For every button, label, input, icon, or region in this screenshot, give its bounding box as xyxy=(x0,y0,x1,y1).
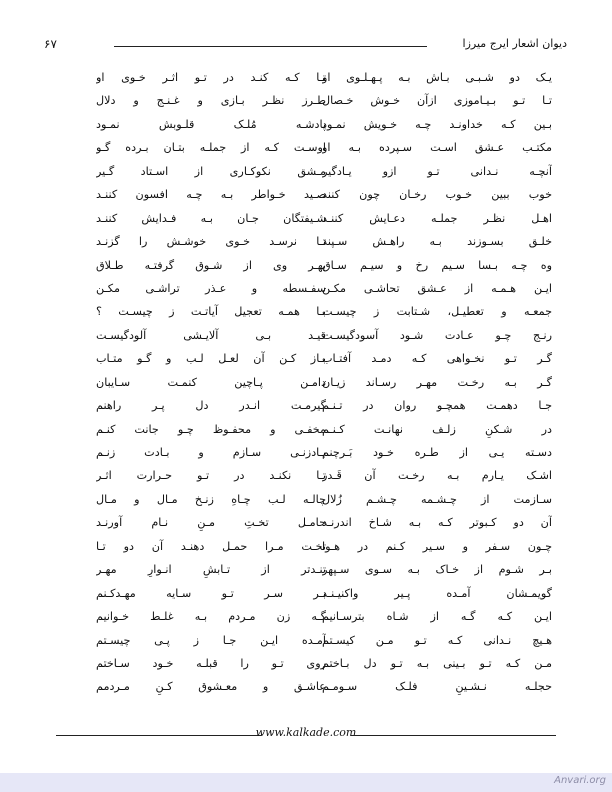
verse-line: تنـدتر از تـابشِ انـوارِ مهـر xyxy=(96,563,326,577)
verse-line: وه چـه بـسا سـیم رخ و سیـم سـاق xyxy=(322,258,552,272)
verse-line: بـاز کـن آن لعـل لـب و گـو متـاب xyxy=(96,352,326,366)
verse-line: اوسـت کـه از جملـه بتـان بـرده گـو xyxy=(96,141,326,155)
verse-line: تـا نکنـد در تـو حـرارت اثـر xyxy=(96,469,326,483)
verse-line: تخـت مـرا حمـل دهنـد آن دو تـا xyxy=(96,539,326,553)
verse-line: آمـده ایـن جـا ز پـی چیسـتم xyxy=(96,633,326,647)
verse-line: چـون سـفر و سـیر کـنم در هـوا xyxy=(322,539,552,553)
verse-line: گیرمـت انـدر دل پـر راهنم xyxy=(96,399,326,413)
verse-line: روی تـو را قبلـه خـود سـاختم xyxy=(96,656,326,670)
verse-line: بهـر وی از شـوق گرفتـه طـلاق xyxy=(96,258,326,272)
verse-line: عاشـق و معـشوق کـنِ مـردمم xyxy=(96,680,326,694)
verse-line: آنچـه نـدانی تـو ازو یـادگیر xyxy=(322,164,552,178)
page-header xyxy=(44,36,567,56)
verse-line: مـشق نکوکـاری از اسـتاد گـیر xyxy=(96,164,326,178)
verse-line: طـرز نظـر بـازی و غـنـج و دلال xyxy=(96,94,326,108)
verse-line: آن دو کـبوتر کـه بـه شـاخ اندرنـد xyxy=(322,516,552,530)
page-number: ۶۷ xyxy=(44,37,57,51)
verse-line: بـین کـه خداونـد چـه خـویش نمـود xyxy=(322,117,552,131)
verse-line: دسـته یـی از طـره خـود بَـرچنم xyxy=(322,446,552,459)
verse-line: خلـق بسـوزند بـه راهـش سـپند xyxy=(322,235,552,249)
verse-line: سفـسطه و عـذر تراشـی مکـن xyxy=(96,281,326,295)
verse-line: اشـک یـارم بـه رخـت آن قَـدر xyxy=(322,469,552,483)
verse-line: دامـن پـاچین کنمـت سـایبان xyxy=(96,375,326,389)
verse-line: گـر بـه رخـت مهـر رسـاند زیـان xyxy=(322,375,552,389)
verse-line: قیـد بـی آلایـشی آلودگیسـت xyxy=(96,328,326,342)
verse-line: صـید خـواطر بـه چـه افسون کننـد xyxy=(96,188,326,202)
header-divider xyxy=(114,46,427,47)
verse-line: هـیچ نـدانی کـه تـو مـن کیسـتم xyxy=(322,633,552,647)
verse-line: چالـه لـب چـاهِ زنـخ مـال و مـال xyxy=(96,492,326,506)
page-footer xyxy=(56,726,556,744)
verse-line: حامـل تخـتِ مـنِ نـام آورنـد xyxy=(96,516,326,530)
verse-line: بـر شـوم از خـاک بـه سـوی سـپهر xyxy=(322,563,552,577)
verse-line: بـر سـر تـو سـایه مهـدکـنم xyxy=(96,586,326,600)
verse-line: خوب ببین خـوب رخـان چون کنند xyxy=(322,188,552,202)
poem-left-column xyxy=(96,66,326,699)
poem-body xyxy=(0,66,612,706)
verse-line: گـر تـو نخـواهی کـه دمـد آفتـاب xyxy=(322,352,552,366)
watermark-text: Anvari.org xyxy=(554,775,606,786)
watermark-band xyxy=(0,773,612,792)
verse-line: بـا همـه تعجیل آیاتـت ز چیسـت ؟ xyxy=(96,305,326,319)
verse-line: گویمـشان آمـده پـیر واکنیـنـد xyxy=(322,586,552,600)
verse-line: جمعـه و تعطیـل، شـتابت ز چیسـت xyxy=(322,305,552,319)
verse-line: سـازمت از چـشـمه چـشـم زُلال xyxy=(322,492,552,506)
verse-line: رنـج چـو عـادت شـود آسودگیسـت xyxy=(322,328,552,342)
verse-line: ایـن کـه گـه از شـاه بترسـانیم xyxy=(322,610,552,624)
verse-line: تـا نرسـد خـوی خوشـش را گزنـد xyxy=(96,235,326,249)
verse-line: حجلـه نـشـینِ فلـک سـومـم xyxy=(322,680,552,694)
verse-line: ایـن هـمـه از عـشق تحاشـی مکـن xyxy=(322,281,552,295)
verse-line: گـه زن مـردم بـه غلـط خـوانیم xyxy=(96,610,326,624)
verse-line: شـیفتگان جـان بـه فـدایش کننـد xyxy=(96,211,326,225)
footer-divider-right xyxy=(351,735,556,736)
verse-line: در شـکنِ زلـف نهانـت کـنـم xyxy=(322,422,552,436)
verse-line: مخفـی و محفـوظ چـو جانت کنـم xyxy=(96,422,326,436)
verse-line: مکتـب عـشق اسـت سـپرده بـه او xyxy=(322,141,552,155)
verse-line: پادشـه مُلـک قلـوبش نمـود xyxy=(96,117,326,131)
verse-line: یـک دو شـبـی بـاش بـه پـهـلـوی او xyxy=(322,71,552,84)
verse-line: بـادزنـی سـازم و بـادت زنـم xyxy=(96,446,326,459)
verse-line: جـا دهمـت همچـو روان در تـنـم xyxy=(322,399,552,413)
poem-right-column xyxy=(322,66,552,699)
verse-line: تـا تـو بـیـاموزی ازآن خـوش خـصال xyxy=(322,94,552,108)
verse-line: اهـل نظـر جملـه دعـایش کننـد xyxy=(322,211,552,225)
header-title: دیوان اشعار ایرج میرزا xyxy=(462,37,567,50)
verse-line: تـا کـه کنـد در تـو اثـر خـوی او xyxy=(96,71,326,84)
footer-url: www.kalkade.com xyxy=(255,726,357,739)
verse-line: مـن کـه تـو بـینی بـه تـو دل بـاختم xyxy=(322,656,552,670)
